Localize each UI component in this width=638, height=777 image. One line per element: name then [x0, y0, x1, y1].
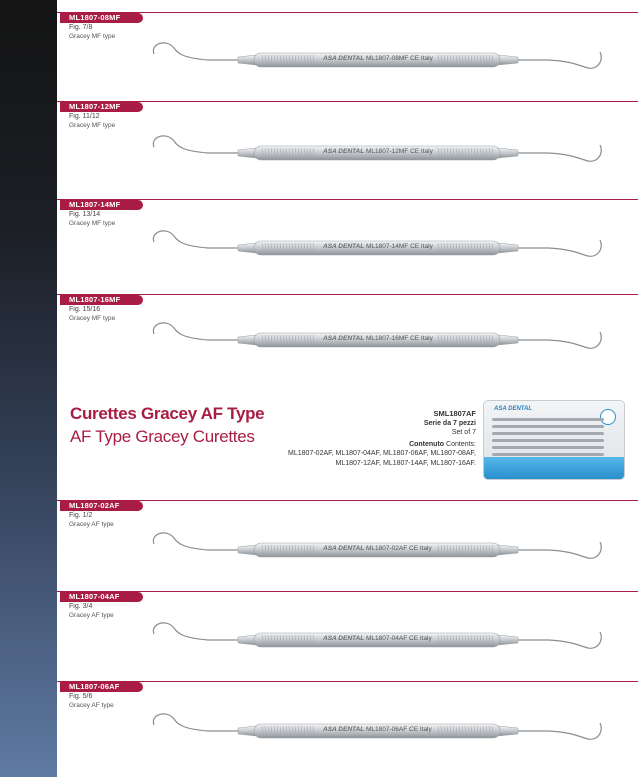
kit-badge: [600, 409, 616, 425]
handle-code: ML1807-04AF: [365, 635, 408, 642]
handle-ce: CE Italy: [410, 335, 433, 342]
hero-subtitle: AF Type Gracey Curettes: [70, 427, 255, 446]
product-type: Gracey AF type: [69, 612, 114, 619]
curette-shank-right: [498, 726, 518, 736]
curette-tip-right: [508, 542, 601, 558]
curette-shank-left: [238, 335, 256, 345]
product-type: Gracey AF type: [69, 521, 114, 528]
section-divider: [57, 294, 638, 295]
curette-tip-right: [508, 632, 601, 648]
curette-shank-left: [238, 148, 256, 158]
set-info: [288, 409, 476, 468]
curette-tip-right: [508, 723, 601, 739]
curette-tip-left: [153, 231, 248, 248]
curette-tip-left: [153, 323, 248, 340]
kit-instrument: [492, 432, 604, 435]
curette-shank-right: [498, 545, 518, 555]
handle-code: ML1807-08MF: [365, 55, 409, 62]
section-divider: [57, 12, 638, 13]
curette-tip-left: [153, 43, 248, 60]
curette-tip-right: [508, 332, 601, 348]
curette-icon: [148, 228, 608, 268]
kit-tray: [484, 457, 625, 479]
kit-brand: ASA DENTAL: [494, 406, 532, 412]
handle-ce: CE Italy: [409, 726, 432, 733]
product-code-tag: ML1807-12MF: [60, 102, 143, 112]
handle-brand: ASA DENTAL: [323, 243, 365, 250]
figure-number: Fig. 11/12: [69, 113, 100, 120]
handle-brand: ASA DENTAL: [323, 148, 365, 155]
kit-instrument: [492, 425, 604, 428]
contents-label-en: Contents:: [446, 440, 476, 448]
curette-tip-left: [153, 136, 248, 153]
product-code-tag: ML1807-06AF: [60, 682, 143, 692]
handle-ce: CE Italy: [410, 55, 433, 62]
curette-icon: [148, 620, 608, 660]
contents-line-1: ML1807-02AF, ML1807-04AF, ML1807-06AF, ML1807-08AF,: [288, 450, 476, 457]
set-english: Set of 7: [451, 429, 476, 436]
side-bar: [0, 0, 57, 777]
product-code-tag: ML1807-04AF: [60, 592, 143, 602]
handle-brand: ASA DENTAL: [323, 635, 365, 642]
product-type: Gracey MF type: [69, 220, 116, 227]
contents-label-it: Contenuto: [409, 440, 445, 448]
set-italian: Serie da 7 pezzi: [423, 419, 476, 427]
curette-tip-right: [508, 240, 601, 256]
curette-tip-left: [153, 533, 248, 550]
curette-shank-left: [238, 55, 256, 65]
handle-ce: CE Italy: [409, 635, 432, 642]
product-code-tag: ML1807-16MF: [60, 295, 143, 305]
curette-shank-right: [498, 635, 518, 645]
curette-shank-left: [238, 635, 256, 645]
section-divider: [57, 681, 638, 682]
curette-shank-left: [238, 545, 256, 555]
cassette-icon: [483, 400, 625, 480]
curette-tip-right: [508, 52, 601, 68]
handle-code: ML1807-06AF: [365, 726, 408, 733]
section-divider: [57, 500, 638, 501]
handle-code: ML1807-16MF: [365, 335, 409, 342]
curette-tip-right: [508, 145, 601, 161]
product-type: Gracey AF type: [69, 702, 114, 709]
kit-instrument: [492, 446, 604, 449]
handle-ce: CE Italy: [410, 148, 433, 155]
handle-ce: CE Italy: [410, 243, 433, 250]
handle-code: ML1807-02AF: [365, 545, 408, 552]
kit-instrument: [492, 418, 604, 421]
figure-number: Fig. 13/14: [69, 211, 101, 218]
curette-icon: [148, 711, 608, 751]
curette-shank-right: [498, 148, 518, 158]
curette-icon: [148, 530, 608, 570]
product-code-tag: ML1807-08MF: [60, 13, 143, 23]
curette-tip-left: [153, 714, 248, 731]
section-divider: [57, 591, 638, 592]
handle-ce: CE Italy: [409, 545, 432, 552]
hero-title: Curettes Gracey AF Type: [70, 404, 265, 423]
figure-number: Fig. 5/6: [69, 693, 93, 700]
handle-brand: ASA DENTAL: [323, 55, 365, 62]
figure-number: Fig. 7/8: [69, 24, 93, 31]
figure-number: Fig. 1/2: [69, 512, 93, 519]
figure-number: Fig. 3/4: [69, 603, 93, 610]
product-type: Gracey MF type: [69, 33, 116, 40]
product-code-tag: ML1807-14MF: [60, 200, 143, 210]
kit-instrument: [492, 439, 604, 442]
curette-shank-right: [498, 55, 518, 65]
product-type: Gracey MF type: [69, 122, 116, 129]
figure-number: Fig. 15/16: [69, 306, 101, 313]
section-divider: [57, 101, 638, 102]
set-code: SML1807AF: [433, 409, 476, 418]
curette-shank-right: [498, 335, 518, 345]
curette-icon: [148, 320, 608, 360]
handle-brand: ASA DENTAL: [323, 545, 365, 552]
handle-brand: ASA DENTAL: [323, 726, 365, 733]
curette-shank-right: [498, 243, 518, 253]
product-type: Gracey MF type: [69, 315, 116, 322]
curette-icon: [148, 133, 608, 173]
section-divider: [57, 199, 638, 200]
contents-line-2: ML1807-12AF, ML1807-14AF, ML1807-16AF.: [335, 459, 476, 467]
curette-icon: [148, 40, 608, 80]
curette-shank-left: [238, 726, 256, 736]
handle-code: ML1807-12MF: [365, 148, 409, 155]
curette-tip-left: [153, 623, 248, 640]
handle-brand: ASA DENTAL: [323, 335, 365, 342]
product-code-tag: ML1807-02AF: [60, 501, 143, 511]
curette-shank-left: [238, 243, 256, 253]
kit-instrument: [492, 453, 604, 456]
handle-code: ML1807-14MF: [365, 243, 409, 250]
